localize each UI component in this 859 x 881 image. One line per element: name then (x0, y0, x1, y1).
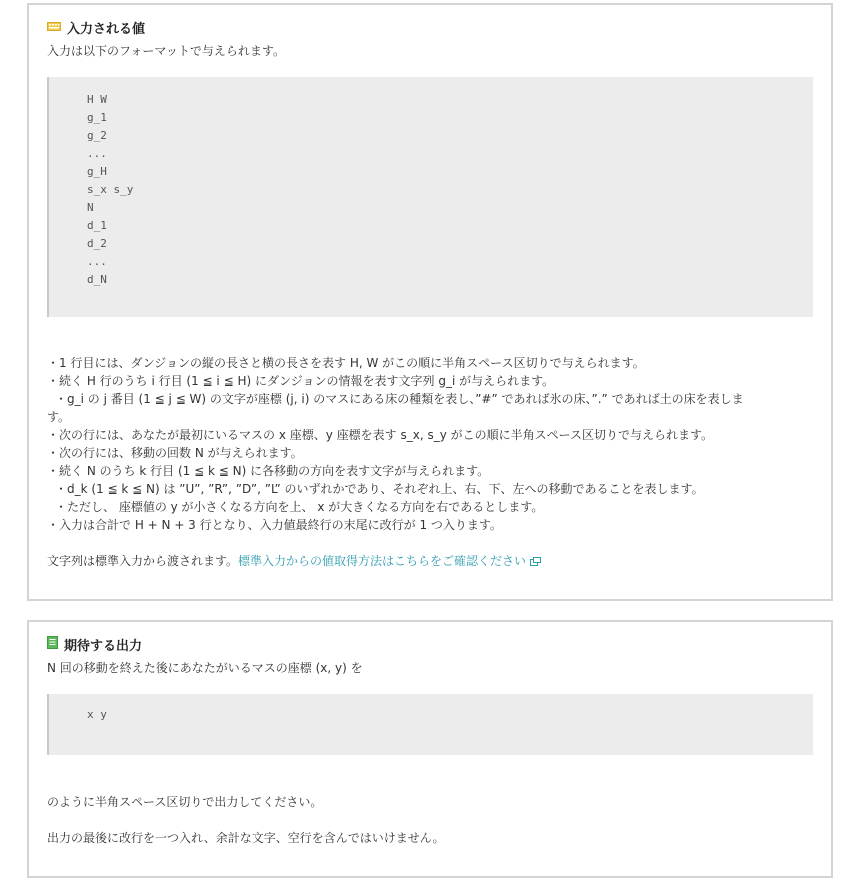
constraint-line: ・g_i の j 番目 (1 ≦ j ≦ W) の文字が座標 (j, i) のマスにある床の種類を表し、”#” であれば氷の床、”.” であれば土の床を表しま (55, 392, 744, 406)
format-line: d_2 (87, 237, 107, 250)
output-heading (47, 635, 142, 653)
format-line: x y (87, 708, 107, 721)
output-intro: N 回の移動を終えた後にあなたがいるマスの座標 (x, y) を (47, 661, 363, 675)
stdin-help-link-label: 標準入力からの値取得方法はこちらをご確認ください (238, 554, 527, 568)
input-title: 入力される値 (67, 21, 146, 37)
constraint-line: ・続く H 行のうち i 行目 (1 ≦ i ≦ H) にダンジョンの情報を表す文字列 g_i が与えられます。 (47, 374, 555, 388)
format-line: d_1 (87, 219, 107, 232)
output-section (27, 620, 833, 878)
stdin-note-line (47, 552, 541, 569)
format-line: ... (87, 147, 107, 160)
output-after-2: 出力の最後に改行を一つ入れ、余計な文字、空行を含んではいけません。 (47, 831, 445, 845)
input-section (27, 3, 833, 601)
format-line: g_2 (87, 129, 107, 142)
constraint-line: ・入力は合計で H + N + 3 行となり、入力値最終行の末尾に改行が 1 つ入ります。 (47, 518, 502, 532)
input-intro: 入力は以下のフォーマットで与えられます。 (47, 44, 285, 58)
stdin-note: 文字列は標準入力から渡されます。 (47, 554, 239, 568)
format-line: H W (87, 93, 107, 106)
input-format-block (47, 77, 813, 317)
format-line: s_x s_y (87, 183, 134, 196)
format-line: g_H (87, 165, 107, 178)
constraint-line: ・d_k (1 ≦ k ≦ N) は ”U”, ”R”, ”D”, ”L” のいずれかであり、それぞれ上、右、下、左への移動であることを表します。 (55, 482, 704, 496)
output-format-block (47, 694, 813, 755)
stdin-help-link[interactable] (238, 554, 541, 568)
constraint-line: ・ただし、 座標値の y が小さくなる方向を上、 x が大きくなる方向を右であるとします。 (55, 500, 544, 514)
format-line: ... (87, 255, 107, 268)
document-icon (47, 636, 58, 653)
constraint-line: す。 (47, 410, 71, 424)
output-title: 期待する出力 (64, 638, 143, 654)
format-line: g_1 (87, 111, 107, 124)
external-link-icon (530, 555, 541, 569)
constraint-line: ・1 行目には、ダンジョンの縦の長さと横の長さを表す H, W がこの順に半角スペース区切りで与えられます。 (47, 356, 645, 370)
constraint-line: ・次の行には、移動の回数 N が与えられます。 (47, 446, 303, 460)
constraint-line: ・続く N のうち k 行目 (1 ≦ k ≦ N) に各移動の方向を表す文字が与えられます。 (47, 464, 490, 478)
output-after-1: のように半角スペース区切りで出力してください。 (47, 795, 323, 809)
keyboard-icon (47, 20, 61, 35)
format-line: d_N (87, 273, 107, 286)
format-line: N (87, 201, 94, 214)
input-heading (47, 18, 145, 36)
constraint-line: ・次の行には、あなたが最初にいるマスの x 座標、y 座標を表す s_x, s_y がこの順に半角スペース区切りで与えられます。 (47, 428, 714, 442)
